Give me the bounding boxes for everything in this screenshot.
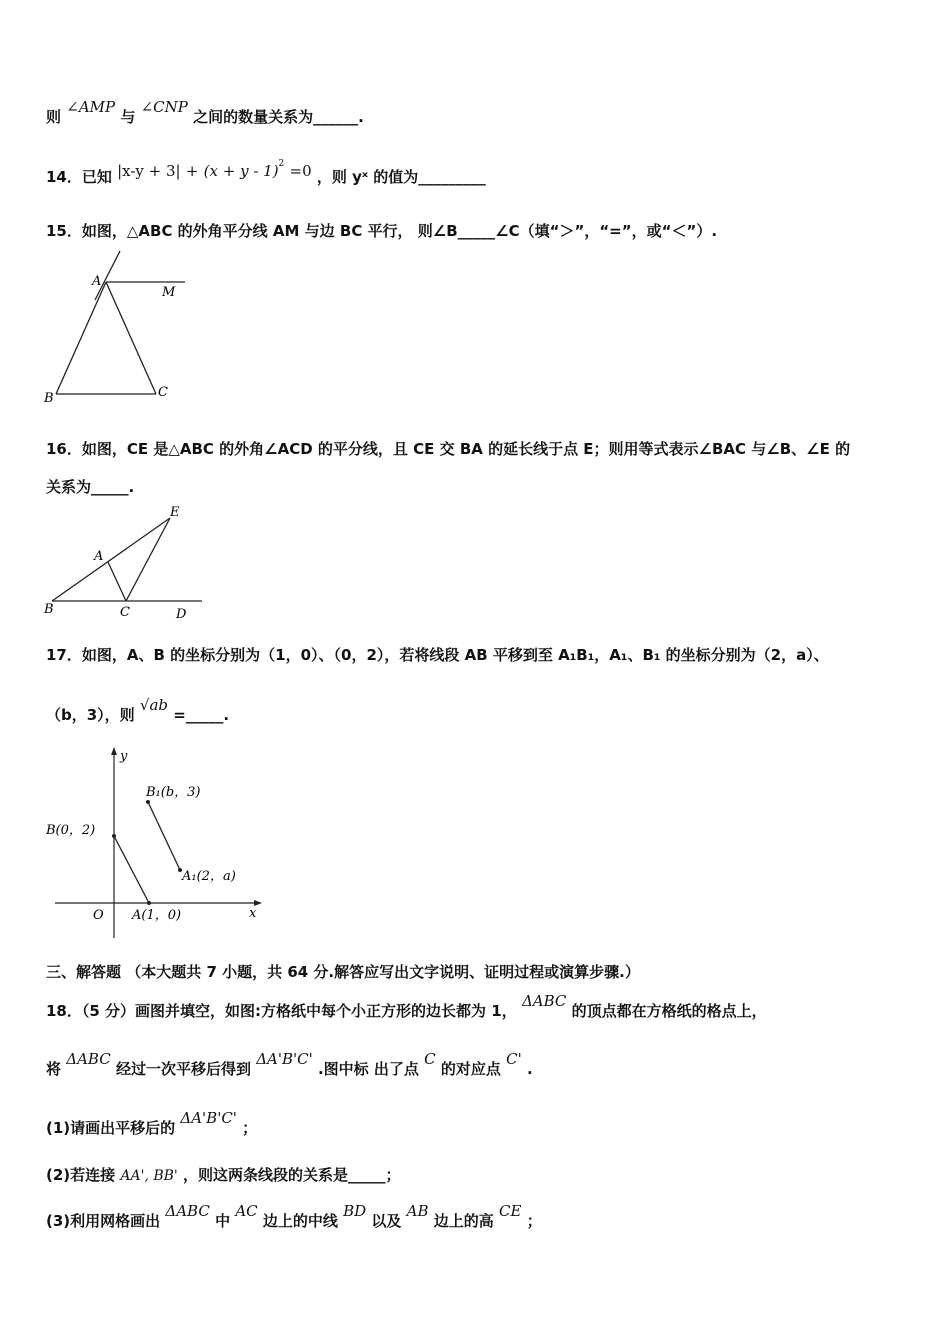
q16-label-e: E xyxy=(170,505,180,520)
q18-p3-m5: CE xyxy=(499,1202,522,1220)
q18-p3-a: (3)利用网格画出 xyxy=(46,1212,161,1230)
q15-label-b: B xyxy=(44,391,54,406)
q18-p3-c: 边上的中线 xyxy=(262,1212,338,1230)
q17-line2-post: =_____. xyxy=(173,706,230,724)
q18-p3-m1: ΔABC xyxy=(165,1202,210,1220)
q18-line2-m3: C xyxy=(424,1050,436,1068)
q14-expr-plus: + xyxy=(185,162,199,180)
q17-segment-ab xyxy=(114,836,149,903)
q18-part1 xyxy=(46,1109,258,1138)
q17-label-y: y xyxy=(120,749,128,764)
q18-line2-m4: C' xyxy=(506,1050,522,1068)
q18-line2-b: 经过一次平移后得到 xyxy=(115,1060,251,1078)
q16-label-b: B xyxy=(44,602,54,617)
q17-line1: 17．如图，A、B 的坐标分别为（1，0）、（0，2），若将线段 AB 平移到至 A₁B₁，A₁、B₁ 的坐标分别为（2，a）、 xyxy=(46,646,829,664)
q15-figure xyxy=(40,248,200,408)
q18-line2-m2: ΔA'B'C' xyxy=(256,1050,313,1068)
q13-mid: 与 xyxy=(120,108,136,126)
q18-p3-b: 中 xyxy=(215,1212,231,1230)
q17-label-a: A(1，0) xyxy=(132,908,182,923)
q13-suffix: 之间的数量关系为______. xyxy=(193,108,364,126)
q17-y-arrow xyxy=(111,747,117,755)
q13-angle1: ∠AMP xyxy=(66,98,116,116)
q18-p3-f: ； xyxy=(526,1212,542,1230)
q18-p3-e: 边上的高 xyxy=(433,1212,494,1230)
q15-label-a: A xyxy=(92,274,102,289)
q16-line-be xyxy=(52,518,170,601)
q18-p2-math: AA', BB' xyxy=(120,1168,178,1184)
q16-line-ac xyxy=(108,562,126,601)
q13-line xyxy=(46,98,364,127)
q16-label-c: C xyxy=(120,605,130,620)
q17-label-a1: A₁(2，a) xyxy=(182,869,236,884)
section3-heading: 三、解答题 （本大题共 7 小题，共 64 分.解答应写出文字说明、证明过程或演算步骤.） xyxy=(46,963,640,981)
q16-figure xyxy=(40,500,215,625)
q14-expr-eq: =0 xyxy=(289,162,312,180)
q17-label-o: O xyxy=(93,908,104,923)
q18-p3-d: 以及 xyxy=(371,1212,402,1230)
q14-suffix: ，则 yˣ 的值为_________ xyxy=(316,168,486,186)
q16-line2: 关系为_____. xyxy=(46,478,135,496)
q17-segment-a1b1 xyxy=(148,802,180,870)
q16-label-d: D xyxy=(176,607,187,622)
q13-angle2: ∠CNP xyxy=(140,98,188,116)
q18-p3-m4: AB xyxy=(406,1202,429,1220)
q18-p3-m2: AC xyxy=(235,1202,258,1220)
q18-part3 xyxy=(46,1202,542,1231)
q16-line-ce xyxy=(126,518,170,601)
q17-label-x: x xyxy=(249,906,257,921)
q18-p1-pre: (1)请画出平移后的 xyxy=(46,1119,176,1137)
q18-line1 xyxy=(46,992,767,1021)
q17-line2-pre: （b，3），则 xyxy=(46,706,135,724)
q18-p2-post: ，则这两条线段的关系是_____； xyxy=(183,1166,401,1184)
q14-line xyxy=(46,159,486,187)
q14-expr-abs: |x-y + 3| xyxy=(117,162,181,180)
q17-line2 xyxy=(46,696,230,725)
q15-side-ac xyxy=(106,282,156,394)
q18-line2-c: .图中标 出了点 xyxy=(317,1060,419,1078)
q15-side-ab xyxy=(56,282,106,394)
q18-p1-post: ； xyxy=(242,1119,258,1137)
q15-label-m: M xyxy=(162,285,176,300)
q18-line2-m1: ΔABC xyxy=(66,1050,111,1068)
q17-figure xyxy=(40,742,270,942)
q17-sqrt: √ab xyxy=(139,696,169,714)
q17-label-b1: B₁(b，3) xyxy=(146,785,201,800)
q16-label-a: A xyxy=(94,549,104,564)
q17-label-b: B(0，2) xyxy=(46,823,96,838)
q18-line2-d: 的对应点 xyxy=(440,1060,501,1078)
q15-label-c: C xyxy=(158,385,168,400)
q14-expr-sq: (x + y - 1) xyxy=(203,162,279,180)
q18-p2-pre: (2)若连接 xyxy=(46,1166,116,1184)
q17-point-b xyxy=(112,834,116,838)
q16-line1: 16．如图，CE 是△ABC 的外角∠ACD 的平分线，且 CE 交 BA 的延长线于点 E；则用等式表示∠BAC 与∠B、∠E 的 xyxy=(46,440,851,458)
q18-line2-a: 将 xyxy=(46,1060,62,1078)
q18-line1-pre: 18．（5 分）画图并填空，如图:方格纸中每个小正方形的边长都为 1， xyxy=(46,1002,517,1020)
q18-line2 xyxy=(46,1050,533,1079)
q17-point-a xyxy=(147,901,151,905)
q14-expr-exp: 2 xyxy=(278,159,285,169)
q14-num: 14．已知 xyxy=(46,168,112,186)
q13-prefix: 则 xyxy=(46,108,62,126)
q18-part2 xyxy=(46,1164,401,1185)
q18-line1-math: ΔABC xyxy=(521,992,567,1010)
q18-line2-e: . xyxy=(526,1060,533,1078)
q18-p3-m3: BD xyxy=(343,1202,367,1220)
q17-point-b1 xyxy=(146,800,150,804)
q15-text: 15．如图，△ABC 的外角平分线 AM 与边 BC 平行， 则∠B_____∠C（填“＞”，“=”，或“＜”）. xyxy=(46,222,718,240)
q18-line1-post: 的顶点都在方格纸的格点上， xyxy=(571,1002,767,1020)
q18-p1-math: ΔA'B'C' xyxy=(180,1109,237,1127)
